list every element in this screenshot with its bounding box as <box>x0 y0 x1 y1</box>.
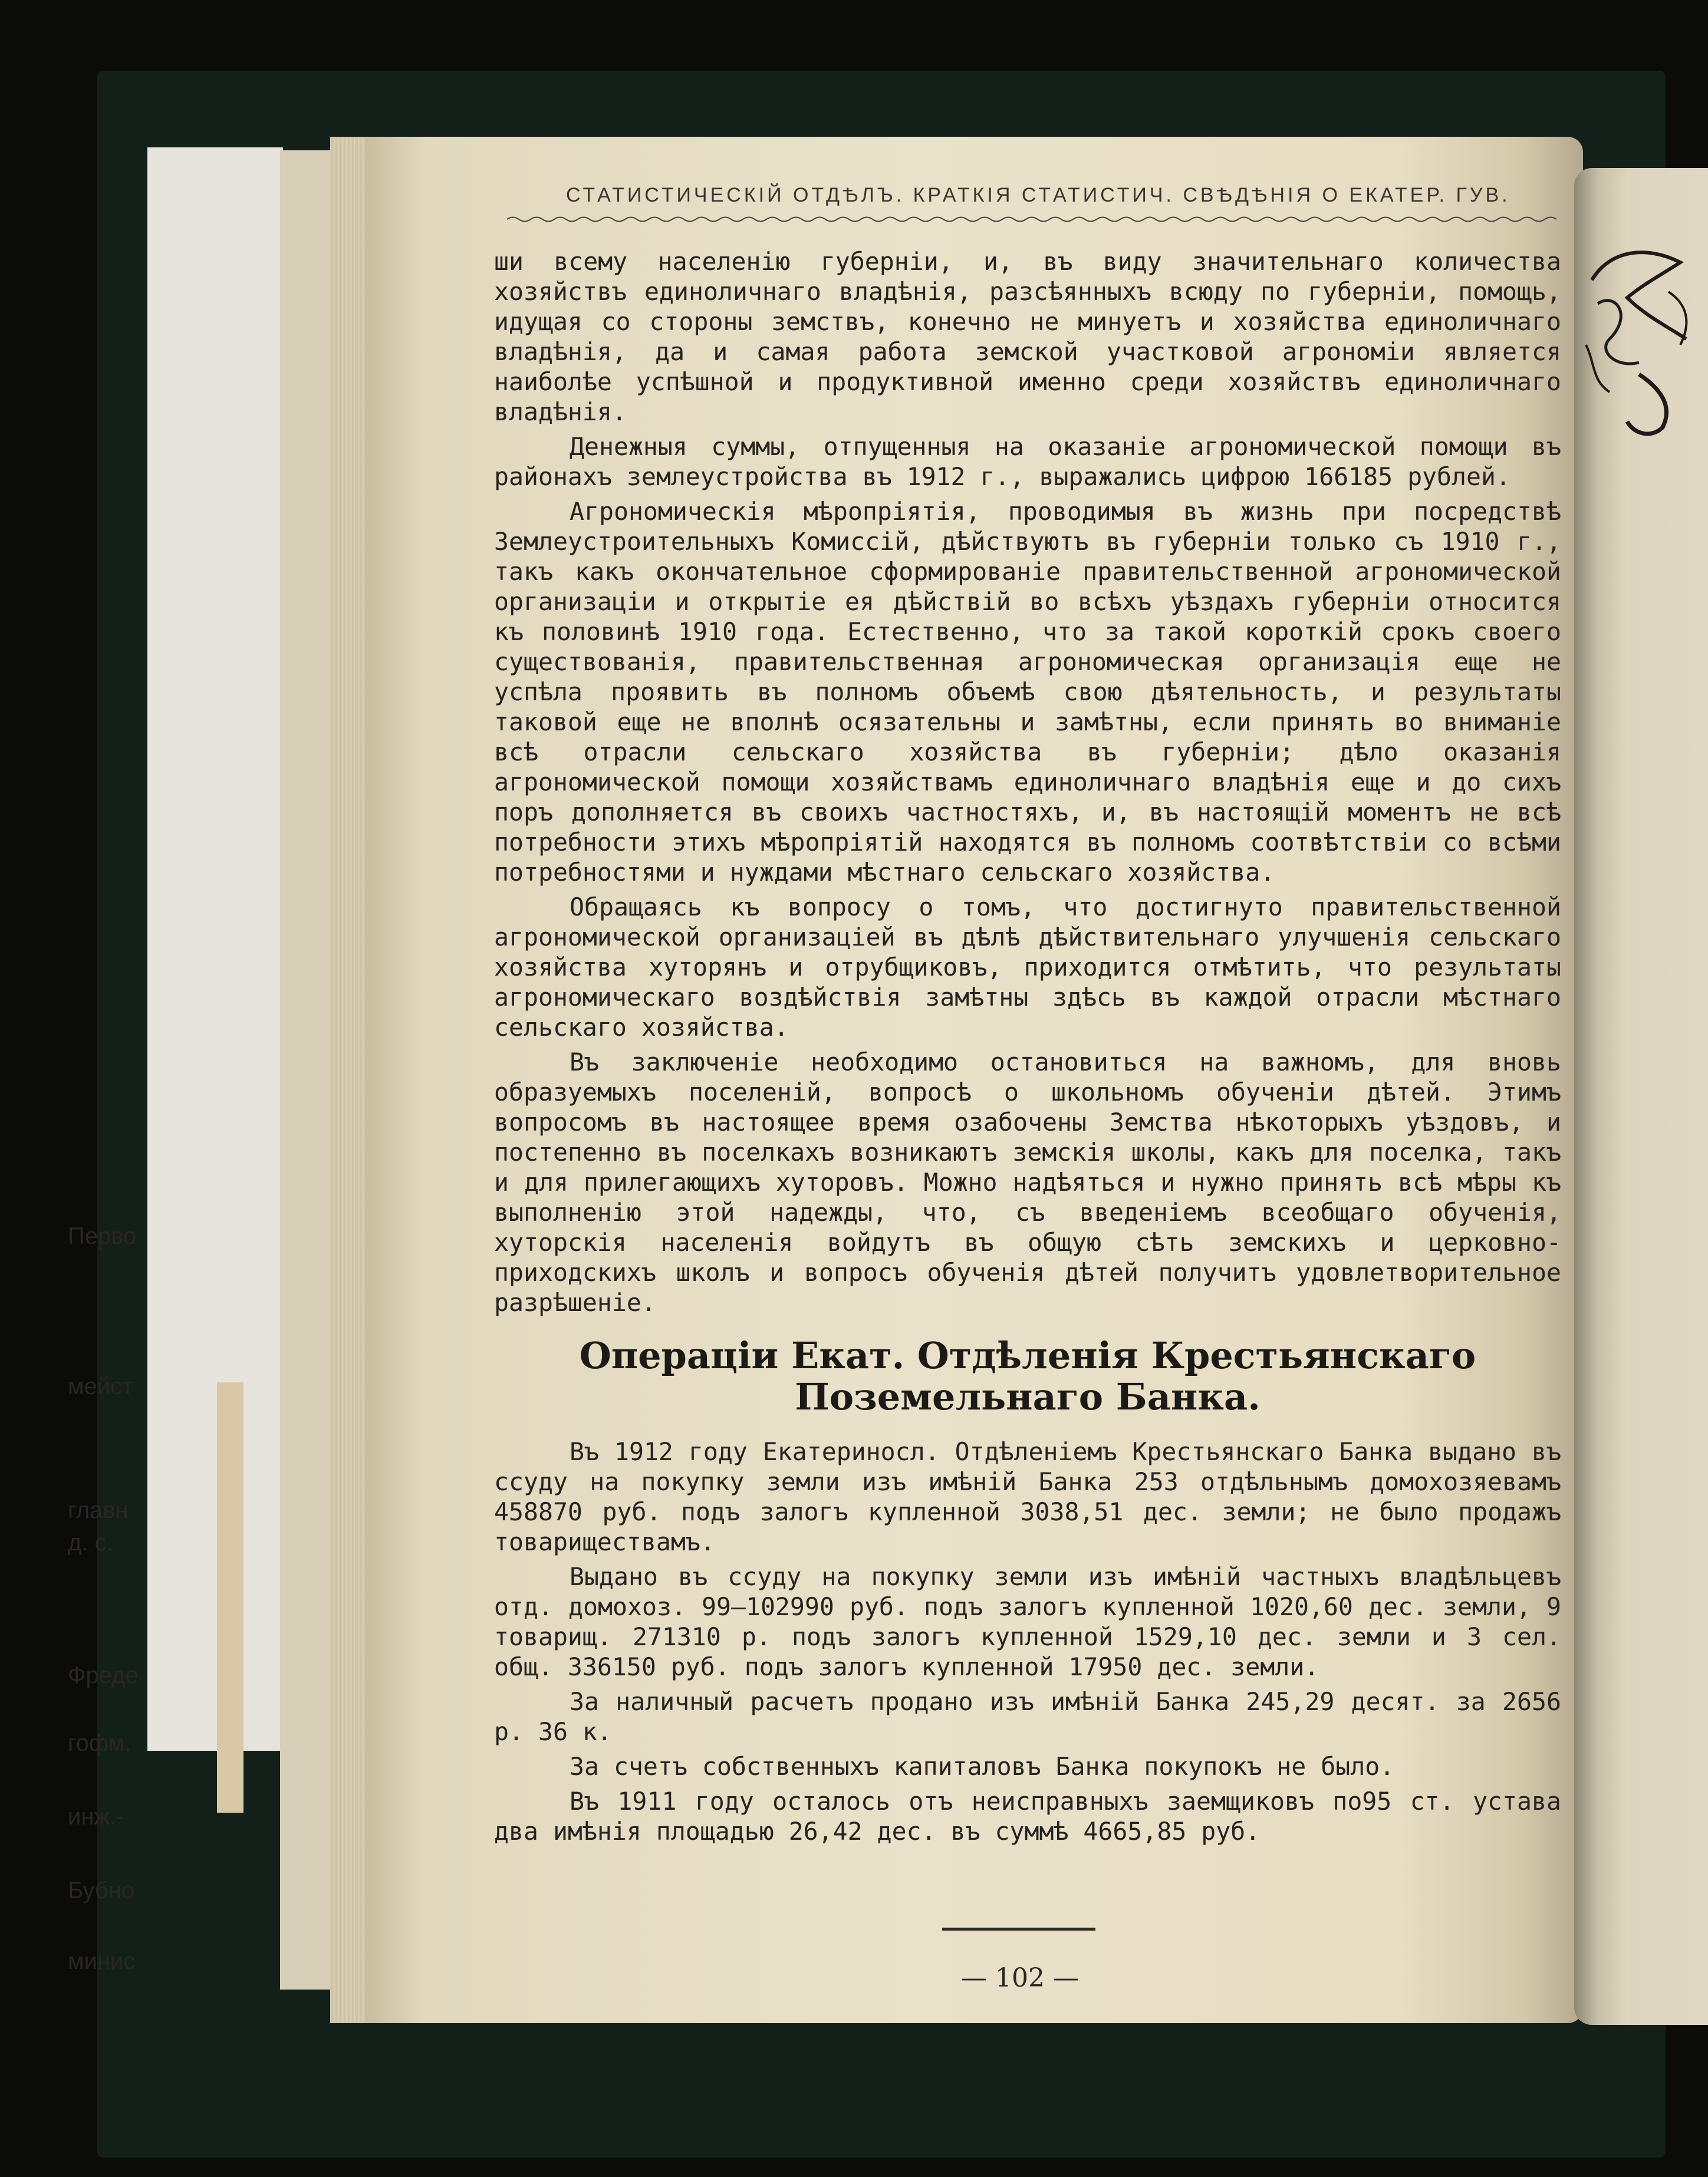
white-backing-board <box>147 147 283 1751</box>
footer-rule <box>942 1928 1095 1931</box>
facing-word: инж.- <box>68 1804 124 1830</box>
facing-word: главн <box>68 1497 129 1523</box>
running-head: СТАТИСТИЧЕСКIЙ ОТДѢЛЪ. КРАТКIЯ СТАТИСТИЧ. СВѢДѢНIЯ О ЕКАТЕР. ГУВ. <box>566 184 1510 206</box>
paragraph: Выдано въ ссуду на покупку земли изъ имѣній частныхъ владѣльцевъ отд. домохоз. 99—102990 руб. подъ залогъ купленной 1020,60 дес. земли, 9 товарищ. 271310 р. подъ залогъ купленной 1529,10 дес. земли и 3 сел. общ. 336150 руб. подъ залогъ купленной 17950 дес. земли. <box>494 1562 1561 1681</box>
paragraph-continuation: ши всему населенію губерніи, и, въ виду значительнаго количества хозяйствъ единоличнаго владѣнія, разсѣянныхъ всюду по губерніи, помощь, идущая со стороны земствъ, конечно не минуетъ и хозяйства единоличнаго владѣнія, да и самая работа земской участковой агрономіи является наиболѣе успѣшной и продуктивной именно среди хозяйствъ единоличнаго владѣнія. <box>494 247 1561 426</box>
page-number: — 102 — <box>961 1963 1079 1993</box>
wavy-rule <box>507 215 1556 223</box>
paragraph: Въ 1912 году Екатериносл. Отдѣленіемъ Крестьянскаго Банка выдано въ ссуду на покупку земли изъ имѣній Банка 253 отдѣльнымъ домохозяевамъ 458870 руб. подъ залогъ купленной 3038,51 дес. земли; не было продажъ товариществамъ. <box>494 1437 1561 1556</box>
facing-word: д. с. <box>68 1530 113 1556</box>
paragraph: За счетъ собственныхъ капиталовъ Банка покупокъ не было. <box>570 1752 1395 1781</box>
paragraph: За наличный расчетъ продано изъ имѣній Банка 245,29 десят. за 2656 р. 36 к. <box>494 1687 1561 1746</box>
paragraph: Обращаясь къ вопросу о томъ, что достигнуто правительственной агрономической организаціей въ дѣлѣ дѣйствительнаго улучшенія сельскаго хозяйства хуторянъ и отрубщиковъ, приходится отмѣтить, что результаты агрономическаго воздѣйствія замѣтны здѣсь въ каждой отрасли мѣстнаго сельскаго хозяйства. <box>494 892 1561 1042</box>
facing-page <box>1574 168 1708 2025</box>
paragraph: Агрономическія мѣропріятія, проводимыя въ жизнь при посредствѣ Землеустроительныхъ Комиссій, дѣйствуютъ въ губерніи только съ 1910 г., такъ какъ окончательное сформированіе правительственной агрономической организаціи и открытіе ея дѣйствій во всѣхъ уѣздахъ губерніи относится къ половинѣ 1910 года. Естественно, что за такой короткій срокъ своего существованія, правительственная агрономическая организація еще не успѣла проявить въ полномъ объемѣ свою дѣятельность, и результаты таковой еще не вполнѣ осязательны и замѣтны, если принять во вниманіе всѣ отрасли сельскаго хозяйства въ губерніи; дѣло оказанія агрономической помощи хозяйствамъ единоличнаго владѣнія еще и до сихъ поръ дополняется въ своихъ частностяхъ, и, въ настоящій моментъ не всѣ потребности этихъ мѣропріятій находятся въ полномъ соотвѣтствіи со всѣми потребностями и нуждами мѣстнаго сельскаго хозяйства. <box>494 497 1561 887</box>
facing-word: Бубно <box>68 1878 135 1903</box>
paragraph: Денежныя суммы, отпущенныя на оказаніе агрономической помощи въ районахъ землеустройства въ 1912 г., выражались цифрою 166185 рублей. <box>494 432 1561 491</box>
facing-word: гофм. <box>68 1730 131 1756</box>
page-body <box>494 246 1561 1851</box>
paragraph: Въ заключеніе необходимо остановиться на важномъ, для вновь образуемыхъ поселеній, вопросѣ о школьномъ обученіи дѣтей. Этимъ вопросомъ въ настоящее время озабочены Земства нѣкоторыхъ уѣздовъ, и постепенно въ поселкахъ возникаютъ земскія школы, какъ для поселка, такъ и для прилегающихъ хуторовъ. Можно надѣяться и нужно принять всѣ мѣры къ выполненію этой надежды, что, съ введеніемъ всеобщаго обученія, хуторскія населенія войдутъ въ общую сѣть земскихъ и церковно-приходскихъ школъ и вопросъ обученія дѣтей получитъ удовлетворительное разрѣшеніе. <box>494 1048 1561 1317</box>
ornament-illustration <box>1574 227 1708 451</box>
section-heading: Операціи Екат. Отдѣленія Крестьянскаго Поземельнаго Банка. <box>579 1334 1476 1418</box>
facing-word: Перво <box>68 1223 137 1249</box>
paper-strip <box>217 1382 243 1813</box>
facing-word: Фреде <box>68 1662 139 1688</box>
facing-word: минис <box>68 1948 136 1974</box>
paragraph: Въ 1911 году осталось отъ неисправныхъ заемщиковъ по95 ст. устава два имѣнія площадью 26,42 дес. въ суммѣ 4665,85 руб. <box>494 1787 1561 1846</box>
facing-word: мейст <box>68 1374 133 1399</box>
